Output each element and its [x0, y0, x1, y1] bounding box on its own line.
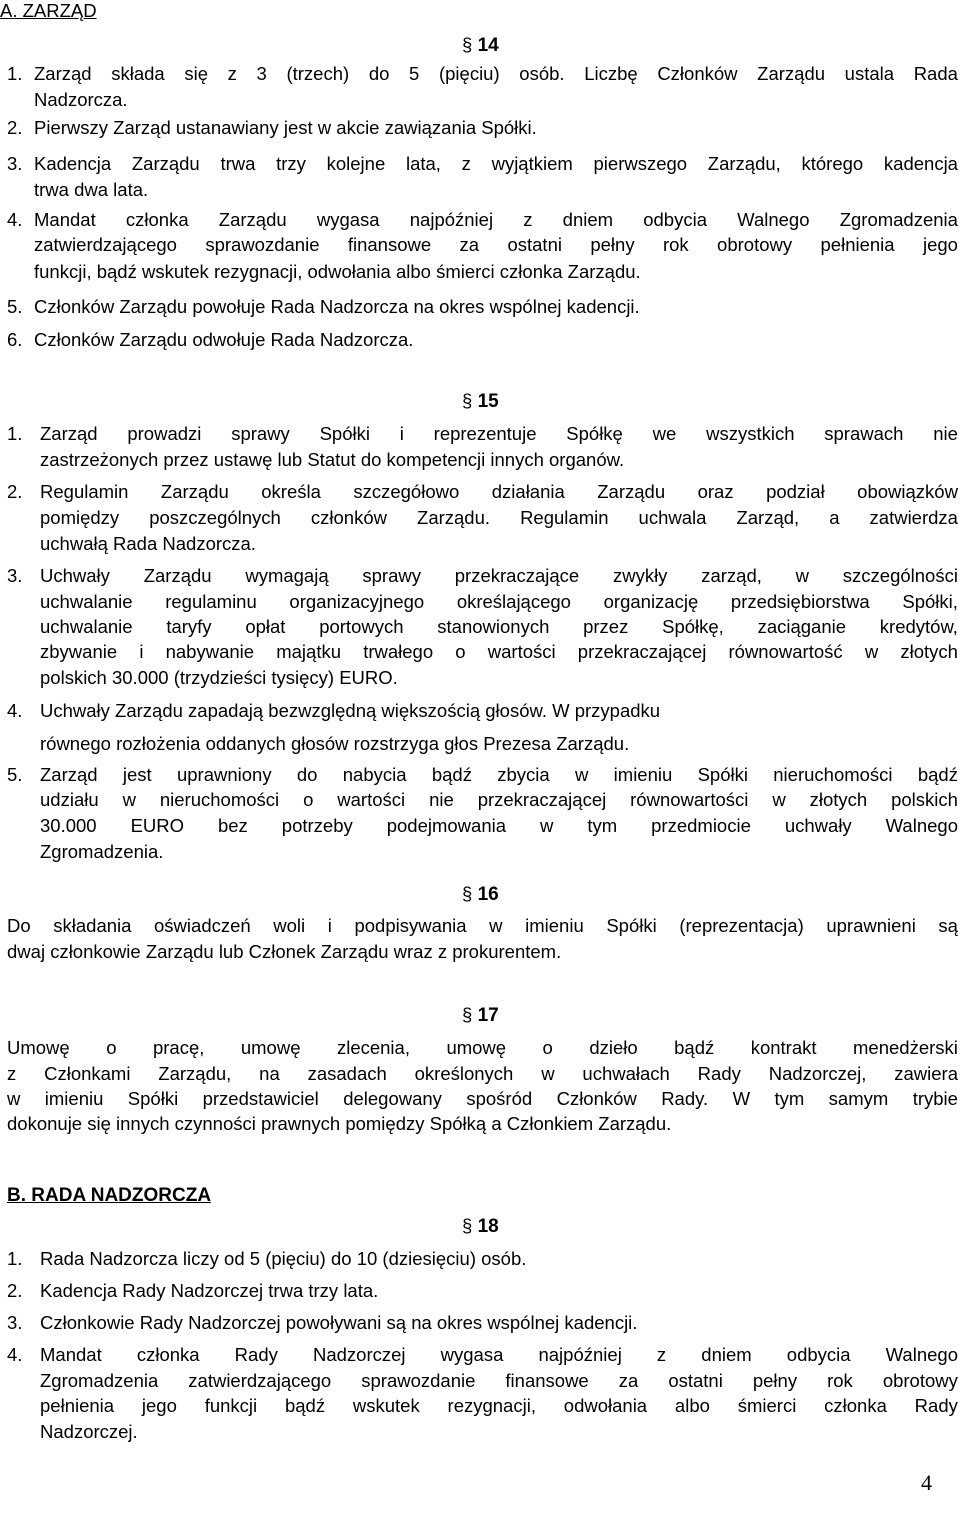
word: przez	[583, 616, 629, 637]
word: W	[732, 1088, 751, 1109]
word: określającego	[456, 591, 571, 612]
word: Do	[7, 915, 31, 936]
word: trybie	[912, 1088, 958, 1109]
par14-item-1-line-2: Nadzorcza.	[34, 89, 128, 110]
word: z	[656, 1344, 667, 1365]
paragraph-15-heading: § 15	[462, 390, 499, 412]
word: członków	[310, 507, 387, 528]
word: Spółkę,	[662, 616, 724, 637]
par14-item-4-line-2	[34, 236, 958, 255]
word: składa	[111, 63, 165, 84]
word: taryfy	[166, 616, 212, 637]
par15-item-4-line-2: równego rozłożenia oddanych głosów rozstrzyga głos Prezesa Zarządu.	[40, 733, 630, 754]
par17-line-4: dokonuje się innych czynności prawnych pomiędzy Spółką a Członkiem Zarządu.	[7, 1113, 672, 1134]
word: pracę,	[152, 1037, 205, 1058]
word: umowę	[446, 1037, 507, 1058]
word: zwykły	[612, 565, 668, 586]
par15-item-2-num: 2.	[7, 481, 23, 502]
word: bez	[217, 815, 248, 836]
word: i	[139, 641, 144, 662]
word: portowych	[319, 616, 404, 637]
par17-line-1	[7, 1039, 958, 1058]
word: Zarządu	[160, 481, 229, 502]
word: uchwalanie	[40, 591, 133, 612]
word: o	[542, 1037, 553, 1058]
par15-item-3-line-4	[40, 643, 958, 662]
par15-item-5-line-1	[40, 766, 958, 785]
word: woli	[273, 915, 306, 936]
word: organizację	[603, 591, 699, 612]
word: są	[938, 915, 958, 936]
word: dniem	[701, 1344, 752, 1365]
par15-item-5-line-4: Zgromadzenia.	[40, 841, 164, 862]
word: na	[259, 1063, 280, 1084]
word: regulaminu	[165, 591, 257, 612]
word: reprezentuje	[433, 423, 537, 444]
par14-item-3-line-1	[34, 155, 958, 174]
par18-item-4-line-1	[40, 1346, 958, 1365]
word: nieruchomości	[159, 789, 280, 810]
par14-item-4-num: 4.	[7, 209, 23, 230]
word: tym	[587, 815, 618, 836]
word: (pięciu)	[438, 63, 500, 84]
word: jego	[922, 234, 958, 255]
word: wygasa	[316, 209, 380, 230]
word: określonych	[414, 1063, 514, 1084]
word: Regulamin	[520, 507, 609, 528]
word: jest	[122, 764, 152, 785]
word: trzy	[276, 153, 306, 174]
par15-item-2-line-2	[40, 509, 958, 528]
par15-item-5-line-2	[40, 791, 958, 810]
word: 5	[409, 63, 420, 84]
paragraph-18-heading: § 18	[462, 1215, 499, 1237]
word: Zarządu	[757, 63, 826, 84]
word: i	[399, 423, 404, 444]
word: w	[772, 789, 786, 810]
word: Uchwały	[40, 565, 110, 586]
par15-item-5-num: 5.	[7, 764, 23, 785]
word: Zarząd	[34, 63, 92, 84]
word: nabycia	[342, 764, 407, 785]
paragraph-16-heading: § 16	[462, 883, 499, 905]
word: przedstawiciel	[202, 1088, 319, 1109]
word: Walnego	[885, 815, 958, 836]
word: poszczególnych	[149, 507, 281, 528]
paragraph-17-heading: § 17	[462, 1004, 499, 1026]
word: działania	[491, 481, 565, 502]
par18-item-4-num: 4.	[7, 1344, 23, 1365]
word: Nadzorczej	[312, 1344, 406, 1365]
word: członka	[136, 1344, 200, 1365]
word: uprawniony	[176, 764, 272, 785]
word: Rady	[914, 1395, 958, 1416]
word: złotych	[900, 641, 958, 662]
word: podpisywania	[354, 915, 467, 936]
word: zatwierdza	[869, 507, 958, 528]
section-b-heading: B. RADA NADZORCZA	[7, 1185, 212, 1206]
word: pełnienia	[40, 1395, 115, 1416]
word: z	[7, 1063, 17, 1084]
word: określa	[261, 481, 321, 502]
word: polskich	[891, 789, 958, 810]
word: z	[227, 63, 237, 84]
word: rezygnacji,	[447, 1395, 536, 1416]
word: do	[368, 63, 390, 84]
word: menedżerski	[853, 1037, 958, 1058]
word: funkcji	[204, 1395, 258, 1416]
par15-item-2-line-1	[40, 483, 958, 502]
par14-item-5-line-1: Członków Zarządu powołuje Rada Nadzorcza na okres wspólnej kadencji.	[34, 296, 640, 317]
word: dniem	[562, 209, 614, 230]
word: stanowionych	[437, 616, 550, 637]
word: kadencja	[883, 153, 958, 174]
word: imieniu	[44, 1088, 104, 1109]
word: Zarządu	[143, 565, 212, 586]
word: najpóźniej	[538, 1344, 622, 1365]
par18-item-2-line-1: Kadencja Rady Nadzorczej trwa trzy lata.	[40, 1280, 379, 1301]
par18-item-3-line-1: Członkowie Rady Nadzorczej powoływani są na okres wspólnej kadencji.	[40, 1312, 638, 1333]
word: zatwierdzającego	[188, 1370, 332, 1391]
par15-item-1-line-1	[40, 425, 958, 444]
word: uchwały	[784, 815, 852, 836]
par14-item-4-line-3: funkcji, bądź wskutek rezygnacji, odwołania albo śmierci członka Zarządu.	[34, 261, 641, 282]
par14-item-2-line-1: Pierwszy Zarząd ustanawiany jest w akcie zawiązania Spółki.	[34, 117, 537, 138]
word: trwa	[220, 153, 256, 174]
word: śmierci	[737, 1395, 797, 1416]
word: Zarządu,	[707, 153, 781, 174]
word: w	[575, 764, 589, 785]
word: Nadzorczej,	[768, 1063, 867, 1084]
word: składania	[53, 915, 132, 936]
word: odbycia	[643, 209, 707, 230]
word: Zarządu,	[158, 1063, 232, 1084]
word: członka	[125, 209, 189, 230]
par18-item-4-line-4: Nadzorczej.	[40, 1421, 138, 1442]
word: oraz	[697, 481, 734, 502]
word: pomiędzy	[40, 507, 120, 528]
par15-item-3-line-2	[40, 593, 958, 612]
word: kolejne	[326, 153, 386, 174]
page-number: 4	[921, 1470, 932, 1495]
word: w	[864, 641, 879, 662]
word: szczególności	[842, 565, 958, 586]
word: sprawozdanie	[361, 1370, 476, 1391]
word: zbycia	[497, 764, 550, 785]
word: imieniu	[525, 915, 584, 936]
word: dzieło	[589, 1037, 638, 1058]
word: tym	[774, 1088, 805, 1109]
word: wartości	[487, 641, 556, 662]
word: oświadczeń	[154, 915, 251, 936]
word: lata,	[405, 153, 441, 174]
word: w	[541, 1063, 555, 1084]
word: rok	[662, 234, 689, 255]
word: 3	[256, 63, 267, 84]
word: wartości	[337, 789, 406, 810]
word: Walnego	[737, 209, 810, 230]
word: osób.	[519, 63, 565, 84]
word: zasadach	[307, 1063, 387, 1084]
word: się	[184, 63, 208, 84]
word: rok	[827, 1370, 853, 1391]
word: zaciąganie	[757, 616, 847, 637]
word: umowę	[240, 1037, 301, 1058]
par15-item-2-line-3: uchwałą Rada Nadzorcza.	[40, 533, 256, 554]
par14-item-6-num: 6.	[7, 329, 23, 350]
word: Zgromadzenia	[40, 1370, 159, 1391]
word: spośród	[466, 1088, 533, 1109]
word: organizacyjnego	[289, 591, 425, 612]
word: sprawy	[231, 423, 290, 444]
word: Kadencja	[34, 153, 112, 174]
word: Mandat	[34, 209, 96, 230]
word: wygasa	[440, 1344, 504, 1365]
word: obrotowy	[717, 234, 793, 255]
word: finansowe	[347, 234, 432, 255]
word: udziału	[40, 789, 99, 810]
word: Rady	[234, 1344, 278, 1365]
word: wszystkich	[706, 423, 795, 444]
word: EURO	[130, 815, 185, 836]
word: członka	[824, 1395, 887, 1416]
word: pełny	[590, 234, 635, 255]
word: w	[7, 1088, 21, 1109]
word: uprawnieni	[826, 915, 916, 936]
word: przekraczającej	[477, 789, 607, 810]
word: 30.000	[40, 815, 97, 836]
word: nieruchomości	[773, 764, 893, 785]
word: bądź	[431, 764, 472, 785]
word: (trzech)	[286, 63, 350, 84]
word: za	[618, 1370, 639, 1391]
word: majątku	[276, 641, 342, 662]
word: imieniu	[613, 764, 673, 785]
word: sprawach	[824, 423, 904, 444]
word: w	[489, 915, 503, 936]
par14-item-6-line-1: Członków Zarządu odwołuje Rada Nadzorcza.	[34, 329, 414, 350]
word: Zarządu	[597, 481, 666, 502]
par14-item-1-num: 1.	[7, 63, 23, 84]
word: finansowe	[505, 1370, 589, 1391]
par16-line-2: dwaj członkowie Zarządu lub Członek Zarządu wraz z prokurentem.	[7, 941, 562, 962]
word: Spółki	[319, 423, 370, 444]
word: odbycia	[786, 1344, 851, 1365]
word: Zarządu	[218, 209, 287, 230]
par15-item-3-line-5: polskich 30.000 (trzydzieści tysięcy) EURO.	[40, 667, 398, 688]
word: pierwszego	[593, 153, 688, 174]
word: odwołania	[563, 1395, 648, 1416]
word: Spółki	[127, 1088, 179, 1109]
word: uchwałach	[582, 1063, 670, 1084]
word: o	[455, 641, 466, 662]
word: bądź	[674, 1037, 715, 1058]
word: wyjątkiem	[491, 153, 573, 174]
word: Spółkę	[566, 423, 623, 444]
par14-item-3-num: 3.	[7, 153, 23, 174]
word: sprawozdanie	[205, 234, 320, 255]
par17-line-3	[7, 1090, 958, 1109]
word: zarząd,	[701, 565, 762, 586]
word: i	[327, 915, 332, 936]
word: albo	[674, 1395, 710, 1416]
word: za	[459, 234, 480, 255]
par18-item-4-line-3	[40, 1397, 958, 1416]
word: w	[795, 565, 810, 586]
word: nie	[933, 423, 958, 444]
par15-item-3-num: 3.	[7, 565, 23, 586]
word: jego	[141, 1395, 177, 1416]
word: zbywanie	[40, 641, 118, 662]
word: równowartość	[728, 641, 843, 662]
word: kredytów,	[879, 616, 958, 637]
word: w	[122, 789, 136, 810]
word: obrotowy	[882, 1370, 958, 1391]
word: w	[540, 815, 554, 836]
word: pełnienia	[820, 234, 895, 255]
word: Spółki,	[902, 591, 958, 612]
word: Rada	[913, 63, 958, 84]
word: którego	[801, 153, 864, 174]
word: we	[652, 423, 677, 444]
word: ostatni	[668, 1370, 723, 1391]
word: wymagają	[245, 565, 329, 586]
word: podejmowania	[386, 815, 507, 836]
word: Zarząd,	[736, 507, 800, 528]
word: opłat	[245, 616, 286, 637]
word: prowadzi	[127, 423, 202, 444]
word: z	[523, 209, 533, 230]
par15-item-1-line-2: zastrzeżonych przez ustawę lub Statut do kompetencji innych organów.	[40, 449, 625, 470]
word: uchwalanie	[40, 616, 133, 637]
word: złotych	[809, 789, 868, 810]
word: Zarządu	[131, 153, 200, 174]
word: Członków	[556, 1088, 637, 1109]
word: Członków	[657, 63, 738, 84]
par15-item-1-num: 1.	[7, 423, 23, 444]
word: o	[106, 1037, 117, 1058]
word: Zarządu.	[417, 507, 491, 528]
word: zlecenia,	[336, 1037, 410, 1058]
word: o	[303, 789, 314, 810]
par15-item-3-line-3	[40, 618, 958, 637]
word: równowartości	[630, 789, 749, 810]
par16-line-1	[7, 917, 958, 936]
word: uchwala	[638, 507, 707, 528]
word: przedmiocie	[651, 815, 751, 836]
word: Zarząd	[40, 764, 98, 785]
word: ustala	[844, 63, 895, 84]
word: Członkami	[44, 1063, 131, 1084]
word: obowiązków	[857, 481, 958, 502]
word: Regulamin	[40, 481, 129, 502]
word: Mandat	[40, 1344, 102, 1365]
word: delegowany	[343, 1088, 442, 1109]
par15-item-3-line-1	[40, 567, 958, 586]
word: nie	[429, 789, 454, 810]
par14-item-1-line-1	[34, 65, 958, 84]
word: Walnego	[885, 1344, 958, 1365]
par14-item-2-num: 2.	[7, 117, 23, 138]
word: przedsiębiorstwa	[730, 591, 870, 612]
word: przekraczające	[454, 565, 580, 586]
word: podział	[766, 481, 825, 502]
word: Liczbę	[584, 63, 638, 84]
par18-item-4-line-2	[40, 1372, 958, 1391]
par18-item-1-num: 1.	[7, 1248, 23, 1269]
word: samym	[828, 1088, 889, 1109]
paragraph-14-heading: § 14	[462, 34, 499, 56]
word: Spółki	[697, 764, 748, 785]
word: a	[829, 507, 840, 528]
word: Rady	[697, 1063, 741, 1084]
par18-item-3-num: 3.	[7, 1312, 23, 1333]
word: sprawy	[362, 565, 421, 586]
par18-item-1-line-1: Rada Nadzorcza liczy od 5 (pięciu) do 10 (dziesięciu) osób.	[40, 1248, 527, 1269]
word: ostatni	[507, 234, 562, 255]
word: bądź	[917, 764, 958, 785]
word: trwałego	[363, 641, 434, 662]
word: Zarząd	[40, 423, 98, 444]
word: (reprezentacja)	[679, 915, 804, 936]
word: zatwierdzającego	[34, 234, 177, 255]
word: szczegółowo	[353, 481, 460, 502]
par15-item-4-line-1: Uchwały Zarządu zapadają bezwzględną większością głosów. W przypadku	[40, 700, 661, 721]
word: Spółki	[606, 915, 657, 936]
par14-item-4-line-1	[34, 211, 958, 230]
word: z	[461, 153, 471, 174]
par14-item-5-num: 5.	[7, 296, 23, 317]
par14-item-3-line-2: trwa dwa lata.	[34, 179, 149, 200]
word: nabywanie	[165, 641, 255, 662]
word: bądź	[284, 1395, 326, 1416]
word: Rady.	[661, 1088, 709, 1109]
word: najpóźniej	[409, 209, 494, 230]
par18-item-2-num: 2.	[7, 1280, 23, 1301]
word: kontrakt	[750, 1037, 817, 1058]
word: potrzeby	[281, 815, 353, 836]
word: zawiera	[894, 1063, 958, 1084]
word: pełny	[752, 1370, 798, 1391]
word: Zgromadzenia	[839, 209, 958, 230]
section-a-heading: A. ZARZĄD	[0, 0, 97, 21]
par15-item-4-num: 4.	[7, 700, 23, 721]
word: wskutek	[352, 1395, 420, 1416]
par17-line-2	[7, 1065, 958, 1084]
word: Umowę	[7, 1037, 70, 1058]
word: do	[296, 764, 318, 785]
word: przekraczającej	[577, 641, 707, 662]
par15-item-5-line-3	[40, 817, 958, 836]
